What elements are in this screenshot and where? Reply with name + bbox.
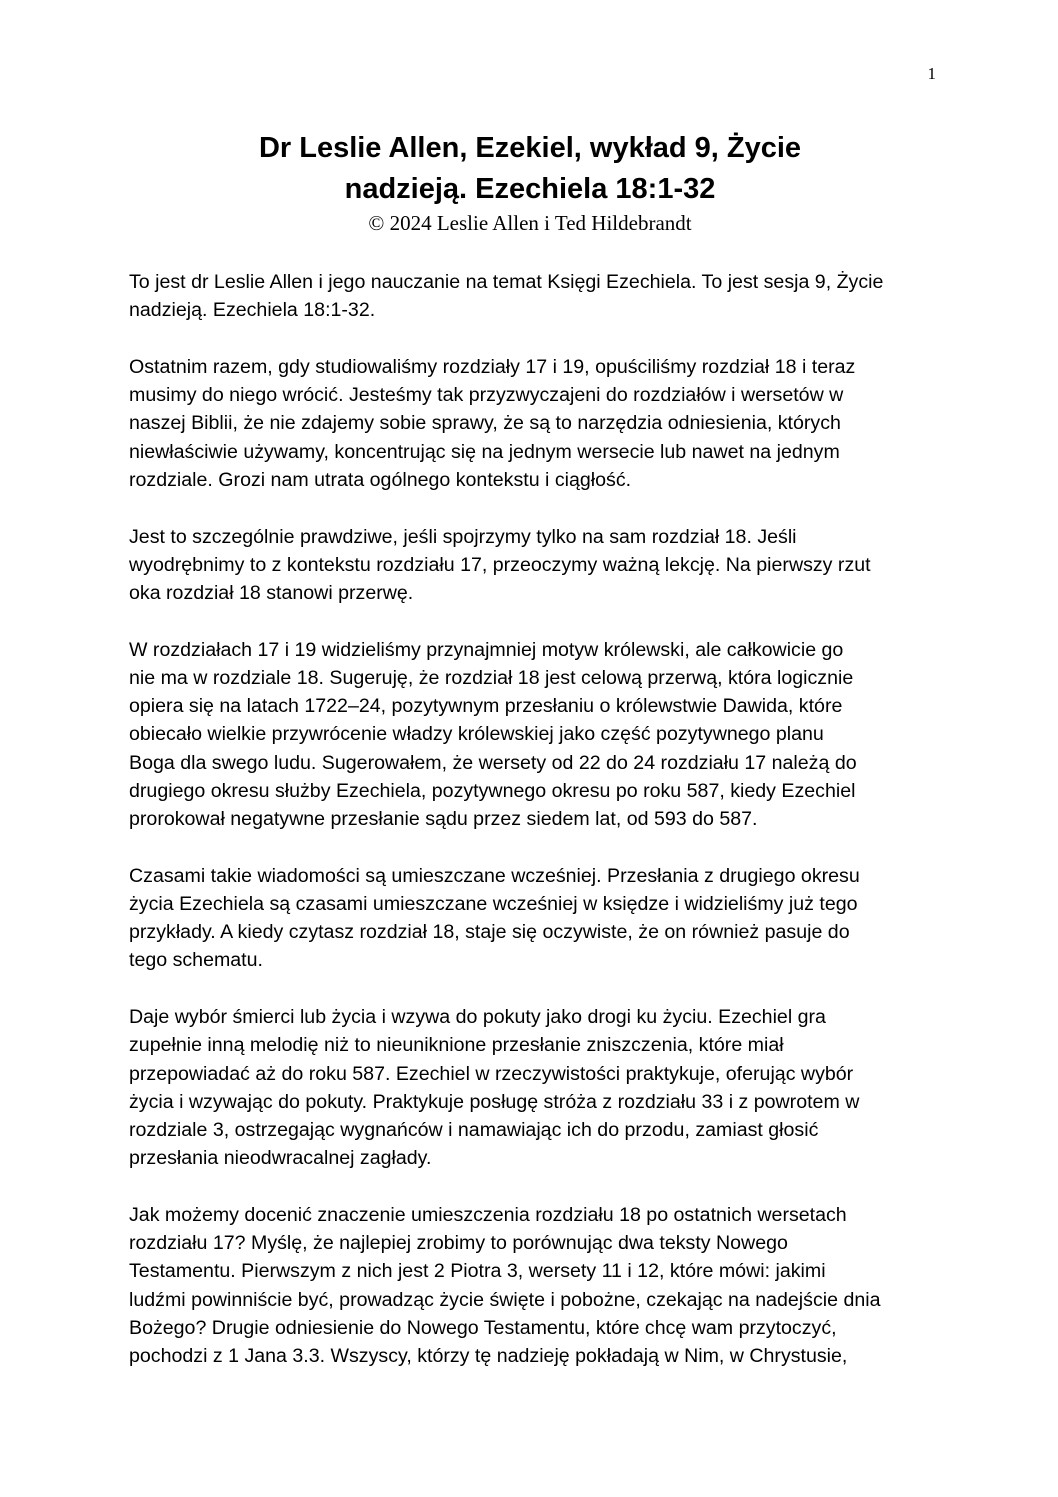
text-line: drugiego okresu służby Ezechiela, pozytywnego okresu po roku 587, kiedy Ezechiel (129, 779, 856, 802)
text-line: prorokował negatywne przesłanie sądu przez siedem lat, od 593 do 587. (129, 808, 758, 831)
text-line: Czasami takie wiadomości są umieszczane wcześniej. Przesłania z drugiego okresu (129, 864, 860, 887)
text-line: Testamentu. Pierwszym z nich jest 2 Piotra 3, wersety 11 i 12, które mówi: jakimi (129, 1260, 826, 1283)
text-line: nie ma w rozdziale 18. Sugeruję, że rozdział 18 jest celową przerwą, która logicznie (129, 667, 854, 690)
text-line: przesłania nieodwracalnej zagłady. (129, 1147, 432, 1170)
text-line: Boga dla swego ludu. Sugerowałem, że wersety od 22 do 24 rozdziału 17 należą do (129, 751, 857, 774)
text-line: niewłaściwie używamy, koncentrując się na jednym wersecie lub nawet na jednym (129, 440, 840, 463)
text-line: życia Ezechiela są czasami umieszczane wcześniej w księdze i widzieliśmy już tego (129, 893, 858, 916)
text-line: Ostatnim razem, gdy studiowaliśmy rozdziały 17 i 19, opuściliśmy rozdział 18 i teraz (129, 356, 856, 378)
paragraph-7 (129, 1201, 941, 1370)
text-line: Jak możemy docenić znaczenie umieszczenia rozdziału 18 po ostatnich wersetach (129, 1204, 847, 1227)
text-line: oka rozdział 18 stanowi przerwę. (129, 582, 414, 605)
text-line: naszej Biblii, że nie zdajemy sobie sprawy, że są to narzędzia odniesienia, których (129, 412, 841, 435)
text-line: To jest dr Leslie Allen i jego nauczanie na temat Księgi Ezechiela. To jest sesja 9, Życie (129, 271, 884, 293)
text-line: tego schematu. (129, 949, 263, 972)
paragraph-3 (129, 523, 941, 608)
text-line: opiera się na latach 1722–24, pozytywnym przesłaniu o królewstwie Dawida, które (129, 695, 843, 718)
paragraph-5 (129, 862, 941, 975)
title-line-1: Dr Leslie Allen, Ezekiel, wykład 9, Życie (258, 132, 802, 164)
text-line: musimy do niego wrócić. Jesteśmy tak przyzwyczajeni do rozdziałów i wersetów w (129, 384, 844, 407)
text-line: rozdziale. Grozi nam utrata ogólnego kontekstu i ciągłość. (129, 468, 632, 491)
paragraph-4 (129, 636, 941, 833)
text-line: życia i wzywając do pokuty. Praktykuje posługę stróża z rozdziału 33 i z powrotem w (129, 1090, 860, 1113)
paragraph-6 (129, 1003, 941, 1172)
paragraph-2 (129, 353, 941, 494)
text-line: Bożego? Drugie odniesienie do Nowego Testamentu, które chcę wam przytoczyć, (129, 1316, 837, 1339)
document-header (120, 128, 940, 236)
text-line: obiecało wielkie przywrócenie władzy królewskiej jako część pozytywnego planu (129, 723, 824, 746)
text-line: nadzieją. Ezechiela 18:1-32. (129, 299, 376, 322)
text-line: wyodrębnimy to z kontekstu rozdziału 17, przeoczymy ważną lekcję. Na pierwszy rzut (129, 553, 871, 576)
text-line: rozdziale 3, ostrzegając wygnańców i namawiając ich do przodu, zamiast głosić (129, 1119, 819, 1142)
text-line: ludźmi powinniście być, prowadząc życie święte i pobożne, czekając na nadejście dnia (129, 1288, 881, 1311)
text-line: zupełnie inną melodię niż to nieuniknione przesłanie zniszczenia, które miał (129, 1034, 784, 1057)
text-line: pochodzi z 1 Jana 3.3. Wszyscy, którzy tę nadzieję pokładają w Nim, w Chrystusie, (129, 1345, 848, 1368)
title-line-2: nadzieją. Ezechiela 18:1-32 (344, 173, 716, 205)
text-line: przepowiadać aż do roku 587. Ezechiel w rzeczywistości praktykuje, oferując wybór (129, 1062, 854, 1085)
text-line: W rozdziałach 17 i 19 widzieliśmy przynajmniej motyw królewski, ale całkowicie go (129, 638, 844, 661)
text-line: rozdziału 17? Myślę, że najlepiej zrobimy to porównując dwa teksty Nowego (129, 1232, 788, 1255)
text-line: przykłady. A kiedy czytasz rozdział 18, staje się oczywiste, że on również pasuje do (129, 921, 850, 944)
document-body (129, 268, 941, 1399)
text-line: Jest to szczególnie prawdziwe, jeśli spojrzymy tylko na sam rozdział 18. Jeśli (129, 525, 797, 548)
paragraph-1 (129, 268, 941, 324)
page-number: 1 (927, 64, 936, 83)
copyright-notice: © 2024 Leslie Allen i Ted Hildebrandt (368, 211, 692, 235)
text-line: Daje wybór śmierci lub życia i wzywa do pokuty jako drogi ku życiu. Ezechiel gra (129, 1006, 826, 1029)
